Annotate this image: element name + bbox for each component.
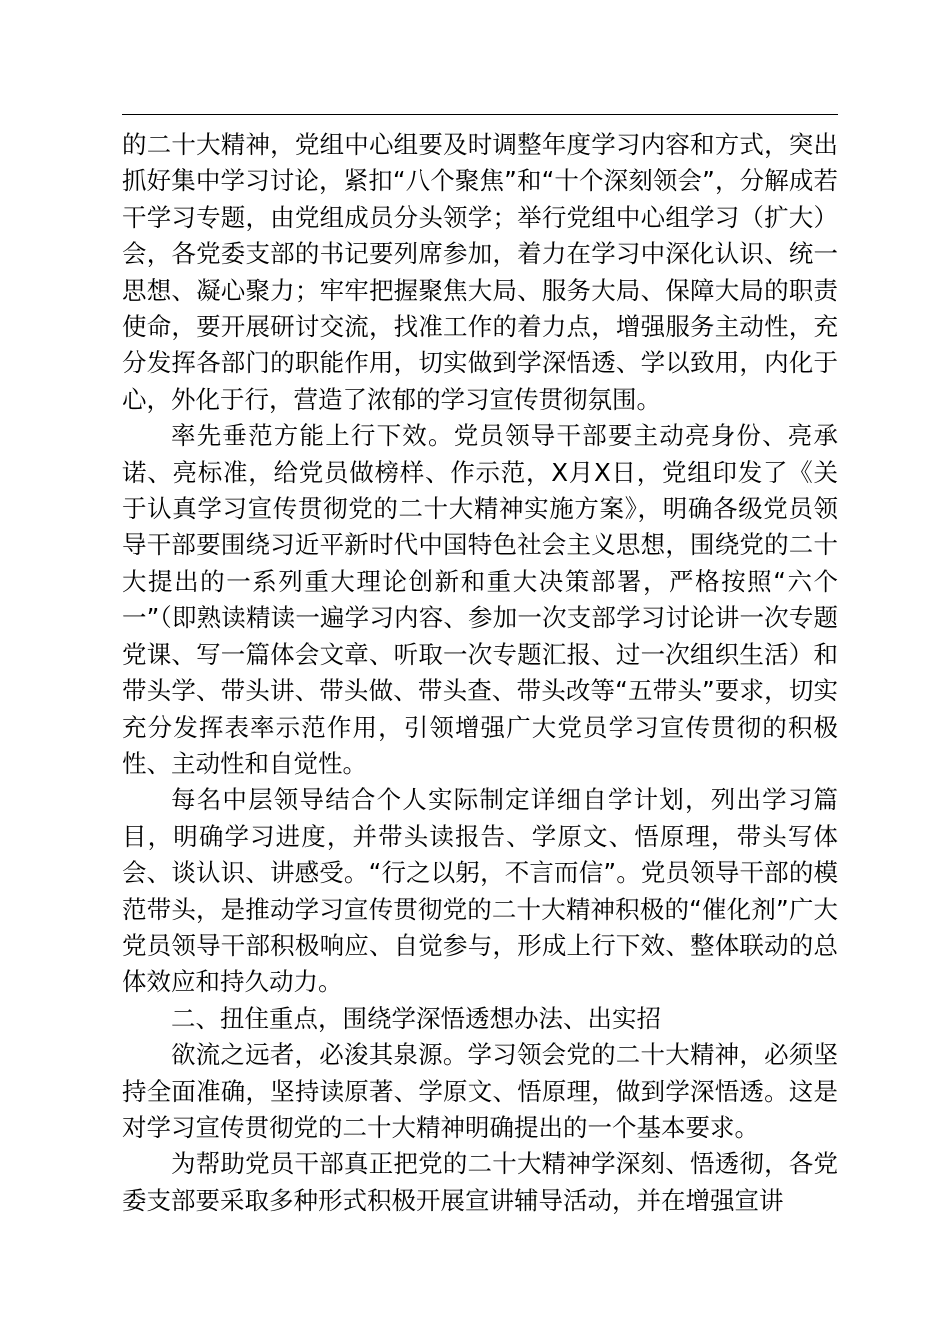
paragraph-mid-level-leaders: 每名中层领导结合个人实际制定详细自学计划，列出学习篇目，明确学习进度，并带头读报告、学原文、悟原理，带头写体会、谈认识、讲感受。“行之以躬，不言而信”。党员领导干部的模范带头，是推动学习宣传贯彻党的二十大精神积极的“催化剂”广大党员领导干部积极响应、自觉参与，形成上行下效、整体联动的总体效应和持久动力。 (122, 785, 838, 997)
document-body (122, 127, 838, 1219)
paragraph-study-thoroughly: 欲流之远者，必浚其泉源。学习领会党的二十大精神，必须坚持全面准确，坚持读原著、学原文、悟原理，做到学深悟透。这是对学习宣传贯彻党的二十大精神明确提出的一个基本要求。 (122, 1040, 838, 1142)
section-heading: 二、扭住重点，围绕学深悟透想办法、出实招 (171, 1003, 661, 1033)
paragraph-leading-by-example: 率先垂范方能上行下效。党员领导干部要主动亮身份、亮承诺、亮标准，给党员做榜样、作示范，X月X日，党组印发了《关于认真学习宣传贯彻党的二十大精神实施方案》，明确各级党员领导干部要围绕习近平新时代中国特色社会主义思想，围绕党的二十大提出的一系列重大理论创新和重大决策部署，严格按照“六个一”（即熟读精读一遍学习内容、参加一次支部学习讨论讲一次专题党课、写一篇体会文章、听取一次专题汇报、过一次组织生活）和带头学、带头讲、带头做、带头查、带头改等“五带头”要求，切实充分发挥表率示范作用，引领增强广大党员学习宣传贯彻的积极性、主动性和自觉性。 (122, 421, 838, 778)
paragraph-lecture-activities: 为帮助党员干部真正把党的二十大精神学深刻、悟透彻，各党委支部要采取多种形式积极开展宣讲辅导活动，并在增强宣讲 (122, 1149, 838, 1215)
header-rule (122, 114, 838, 115)
paragraph-continuation: 的二十大精神，党组中心组要及时调整年度学习内容和方式，突出抓好集中学习讨论，紧扣“八个聚焦”和“十个深刻领会”，分解成若干学习专题，由党组成员分头领学；举行党组中心组学习（扩大）会，各党委支部的书记要列席参加，着力在学习中深化认识、统一思想、凝心聚力；牢牢把握聚焦大局、服务大局、保障大局的职责使命，要开展研讨交流，找准工作的着力点，增强服务主动性，充分发挥各部门的职能作用，切实做到学深悟透、学以致用，内化于心，外化于行，营造了浓郁的学习宣传贯彻氛围。 (122, 130, 838, 414)
